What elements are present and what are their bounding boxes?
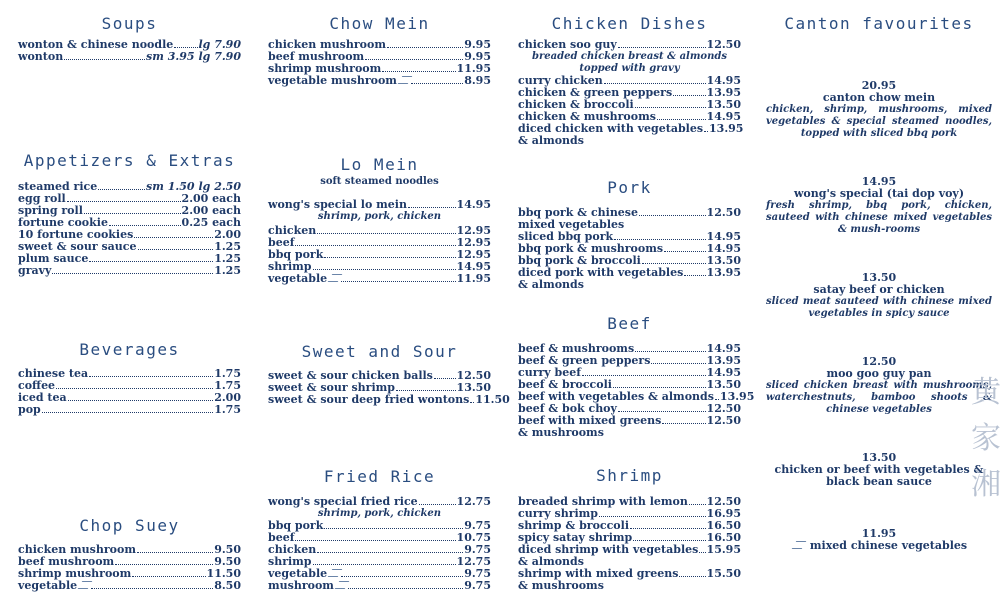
item-price: 9.75 bbox=[464, 519, 491, 532]
item-name: moo goo guy pan bbox=[826, 367, 932, 380]
item-price: 11.95 bbox=[456, 272, 491, 285]
section-title: Appetizers & Extras bbox=[23, 151, 236, 170]
dot-leader bbox=[679, 576, 705, 577]
item-price: 14.95 bbox=[706, 366, 741, 379]
dot-leader bbox=[618, 411, 706, 412]
section-subtitle: soft steamed noodles bbox=[320, 176, 439, 187]
item-name: chinese tea bbox=[18, 367, 89, 380]
item-name: diced shrimp with vegetables bbox=[518, 543, 699, 556]
dot-leader bbox=[84, 213, 181, 214]
item-name: vegetable mushroom bbox=[268, 74, 397, 87]
item-name: bbq pork bbox=[268, 248, 324, 261]
dot-leader bbox=[673, 95, 705, 96]
favourite-item bbox=[766, 452, 992, 488]
item-name: fortune cookie bbox=[18, 216, 108, 229]
item-price: 12.50 bbox=[706, 495, 741, 508]
item-name: 10 fortune cookies bbox=[18, 228, 134, 241]
item-price: 8.95 bbox=[464, 74, 491, 87]
dot-leader bbox=[64, 59, 145, 60]
item-price: 9.75 bbox=[464, 579, 491, 592]
item-price: 13.95 bbox=[719, 390, 755, 403]
item-name: coffee bbox=[18, 379, 56, 392]
dot-leader bbox=[599, 516, 706, 517]
section-shrimp bbox=[518, 466, 741, 592]
item-description: chicken, shrimp, mushrooms, mixed vegetables & special steamed noodles, topped with sliced bbq pork bbox=[766, 104, 992, 139]
item-price: 12.95 bbox=[456, 224, 491, 237]
item-name: vegetable bbox=[18, 579, 78, 592]
item-name: spring roll bbox=[18, 204, 83, 217]
dot-leader bbox=[657, 119, 706, 120]
item-price: 13.50 bbox=[861, 271, 897, 284]
dot-leader bbox=[317, 233, 455, 234]
item-price: 1.25 bbox=[214, 252, 241, 265]
item-price-large: lg 7.90 bbox=[198, 50, 241, 63]
dot-leader bbox=[662, 423, 705, 424]
item-price: 15.95 bbox=[706, 543, 741, 556]
dot-leader bbox=[651, 363, 705, 364]
menu-item bbox=[268, 199, 491, 211]
item-price: 13.95 bbox=[706, 354, 741, 367]
item-name: bbq pork & chinese bbox=[518, 206, 639, 219]
item-name: wong's special fried rice bbox=[268, 495, 418, 508]
dot-leader bbox=[699, 552, 705, 553]
item-name: chicken mushroom bbox=[268, 38, 386, 51]
item-note: shrimp, pork, chicken bbox=[317, 211, 442, 222]
item-price: 13.95 bbox=[706, 86, 741, 99]
dot-leader bbox=[630, 528, 706, 529]
dot-leader bbox=[635, 351, 705, 352]
item-description: sliced chicken breast with mushrooms, waterchestnuts, bamboo shoots & chinese vegetables bbox=[766, 380, 992, 415]
item-name: iced tea bbox=[18, 391, 67, 404]
section-title: Beef bbox=[607, 314, 652, 333]
item-price: 13.50 bbox=[861, 451, 897, 464]
item-price: 2.00 each bbox=[181, 192, 241, 205]
dot-leader bbox=[98, 189, 145, 190]
item-name: wong's special lo mein bbox=[268, 198, 407, 211]
favourite-item bbox=[766, 528, 992, 552]
section-title: Soups bbox=[101, 14, 158, 33]
dot-leader bbox=[618, 47, 706, 48]
item-name: beef mushroom bbox=[268, 50, 365, 63]
item-name: beef with vegetables & almonds bbox=[518, 390, 714, 403]
item-continuation: & mushrooms bbox=[518, 426, 604, 439]
item-price: 16.50 bbox=[706, 519, 741, 532]
favourite-item bbox=[766, 356, 992, 416]
item-name: wong's special (tai dop voy) bbox=[793, 187, 965, 200]
dot-leader bbox=[614, 239, 705, 240]
dot-leader bbox=[635, 107, 706, 108]
item-price: 9.75 bbox=[464, 567, 491, 580]
item-price-small: sm 3.95 bbox=[146, 50, 195, 63]
item-name: gravy bbox=[18, 264, 52, 277]
vegetarian-leaf-icon bbox=[792, 541, 807, 549]
dot-leader bbox=[582, 375, 706, 376]
item-price: 12.75 bbox=[456, 555, 491, 568]
item-name: bbq pork & broccoli bbox=[518, 254, 641, 267]
menu-item bbox=[18, 580, 241, 592]
item-name: diced chicken with vegetables bbox=[518, 122, 704, 135]
item-price: 9.95 bbox=[464, 50, 491, 63]
dot-leader bbox=[382, 71, 455, 72]
item-name: beef & green peppers bbox=[518, 354, 651, 367]
item-name: plum sauce bbox=[18, 252, 89, 265]
item-price: 13.50 bbox=[706, 254, 741, 267]
item-price: 11.95 bbox=[861, 527, 897, 540]
item-name: chicken mushroom bbox=[18, 543, 136, 556]
dot-leader bbox=[419, 504, 456, 505]
item-price: 15.50 bbox=[706, 567, 741, 580]
dot-leader bbox=[715, 399, 719, 400]
dot-leader bbox=[138, 249, 214, 250]
item-name: satay beef or chicken bbox=[813, 283, 945, 296]
item-name: mushroom bbox=[268, 579, 334, 592]
section-pork bbox=[518, 178, 741, 291]
item-price: 1.75 bbox=[214, 379, 241, 392]
item-name: shrimp mushroom bbox=[268, 62, 382, 75]
dot-leader bbox=[396, 390, 456, 391]
dot-leader bbox=[295, 245, 455, 246]
item-name: chicken bbox=[268, 543, 317, 556]
item-price: 1.75 bbox=[214, 403, 241, 416]
item-name: shrimp bbox=[268, 260, 312, 273]
item-price: 13.50 bbox=[456, 381, 491, 394]
item-price-small: sm 1.50 bbox=[146, 180, 195, 193]
dot-leader bbox=[689, 504, 706, 505]
item-price: 12.75 bbox=[456, 495, 491, 508]
favourite-item bbox=[766, 80, 992, 140]
dot-leader bbox=[324, 528, 463, 529]
item-name: curry beef bbox=[518, 366, 581, 379]
chinese-calligraphy-watermark: 黄家湘 bbox=[971, 375, 1001, 502]
item-price: 14.95 bbox=[706, 242, 741, 255]
item-name: beef bbox=[268, 531, 295, 544]
item-price: 9.95 bbox=[464, 38, 491, 51]
dot-leader bbox=[324, 257, 455, 258]
section-title-canton: Canton favourites bbox=[784, 14, 974, 33]
dot-leader bbox=[348, 588, 463, 589]
dot-leader bbox=[387, 47, 463, 48]
item-price: 14.95 bbox=[706, 342, 741, 355]
section-title: Sweet and Sour bbox=[301, 342, 458, 361]
section-title: Fried Rice bbox=[323, 467, 436, 486]
dot-leader bbox=[137, 552, 213, 553]
item-continuation: mixed vegetables bbox=[518, 218, 625, 231]
item-price: 12.50 bbox=[456, 369, 491, 382]
item-price: 12.50 bbox=[706, 414, 741, 427]
column-1 bbox=[18, 0, 241, 612]
item-name: chicken soo guy bbox=[518, 38, 617, 51]
item-name: beef & mushrooms bbox=[518, 342, 635, 355]
item-continuation: & mushrooms bbox=[518, 579, 604, 592]
section-title: Beverages bbox=[79, 340, 180, 359]
dot-leader bbox=[68, 400, 214, 401]
section-lo-mein bbox=[268, 155, 491, 285]
item-price: 2.00 each bbox=[181, 204, 241, 217]
item-name: chicken & green peppers bbox=[518, 86, 673, 99]
dot-leader bbox=[704, 131, 708, 132]
dot-leader bbox=[365, 59, 463, 60]
section-sweet-sour bbox=[268, 342, 510, 406]
item-price: 14.95 bbox=[456, 198, 491, 211]
column-3 bbox=[518, 0, 755, 612]
menu-item bbox=[268, 496, 491, 508]
section-chow-mein bbox=[268, 14, 491, 87]
dot-leader bbox=[684, 275, 705, 276]
dot-leader bbox=[42, 412, 213, 413]
section-appetizers bbox=[18, 151, 241, 277]
menu-item bbox=[268, 580, 491, 592]
menu-item bbox=[518, 39, 741, 51]
dot-leader bbox=[91, 588, 213, 589]
item-price: 13.95 bbox=[709, 122, 744, 135]
item-name: wonton bbox=[18, 50, 64, 63]
item-price: 9.75 bbox=[464, 543, 491, 556]
item-price: 12.95 bbox=[456, 248, 491, 261]
item-price: 8.50 bbox=[214, 579, 241, 592]
item-name: sweet & sour shrimp bbox=[268, 381, 395, 394]
dot-leader bbox=[174, 47, 197, 48]
dot-leader bbox=[317, 552, 463, 553]
item-price: 12.50 bbox=[706, 206, 741, 219]
item-price: 14.95 bbox=[456, 260, 491, 273]
item-note: shrimp, pork, chicken bbox=[317, 508, 442, 519]
item-price: 1.25 bbox=[214, 264, 241, 277]
item-description: fresh shrimp, bbq pork, chicken, sauteed with chinese mixed vegetables & mush-rooms bbox=[766, 200, 992, 235]
favourite-item bbox=[766, 176, 992, 236]
item-name: shrimp with mixed greens bbox=[518, 567, 679, 580]
dot-leader bbox=[639, 215, 706, 216]
item-name: chicken & broccoli bbox=[518, 98, 634, 111]
dot-leader bbox=[67, 201, 181, 202]
dot-leader bbox=[115, 564, 213, 565]
item-price: 11.50 bbox=[475, 393, 510, 406]
dot-leader bbox=[633, 540, 705, 541]
menu-item bbox=[18, 51, 241, 63]
item-name: diced pork with vegetables bbox=[518, 266, 684, 279]
item-name: sweet & sour sauce bbox=[18, 240, 137, 253]
item-name: chicken & mushrooms bbox=[518, 110, 656, 123]
item-name: beef & broccoli bbox=[518, 378, 612, 391]
item-price: 14.95 bbox=[706, 230, 741, 243]
item-note: breaded chicken breast & almonds bbox=[532, 51, 727, 62]
item-name: beef bbox=[268, 236, 295, 249]
menu-item bbox=[18, 392, 241, 404]
item-price: 12.50 bbox=[706, 38, 741, 51]
dot-leader bbox=[408, 207, 456, 208]
item-continuation: & almonds bbox=[518, 278, 584, 291]
item-name: sliced bbq pork bbox=[518, 230, 614, 243]
item-name: vegetable bbox=[268, 272, 328, 285]
section-fried-rice bbox=[268, 467, 491, 592]
item-name: shrimp bbox=[268, 555, 312, 568]
item-price: 9.50 bbox=[214, 555, 241, 568]
dot-leader bbox=[313, 269, 456, 270]
item-note: topped with gravy bbox=[579, 63, 680, 74]
item-price: 1.75 bbox=[214, 367, 241, 380]
item-name: steamed rice bbox=[18, 180, 98, 193]
menu-item bbox=[268, 75, 491, 87]
menu-item bbox=[268, 273, 491, 285]
item-price: 2.00 bbox=[214, 391, 241, 404]
dot-leader bbox=[56, 388, 213, 389]
favourite-item bbox=[766, 272, 992, 320]
item-price: 14.95 bbox=[861, 175, 897, 188]
item-continuation: & almonds bbox=[518, 555, 584, 568]
dot-leader bbox=[52, 273, 213, 274]
dot-leader bbox=[613, 387, 706, 388]
item-price-large: lg 2.50 bbox=[198, 180, 241, 193]
dot-leader bbox=[604, 83, 706, 84]
item-name: beef & bok choy bbox=[518, 402, 617, 415]
item-name: egg roll bbox=[18, 192, 66, 205]
item-price: 0.25 each bbox=[181, 216, 241, 229]
section-title: Chop Suey bbox=[79, 516, 180, 535]
dot-leader bbox=[434, 378, 456, 379]
item-name: breaded shrimp with lemon bbox=[518, 495, 688, 508]
item-price: 11.50 bbox=[206, 567, 241, 580]
item-name: mixed chinese vegetables bbox=[809, 539, 968, 552]
section-title: Lo Mein bbox=[340, 155, 419, 174]
item-name: curry chicken bbox=[518, 74, 603, 87]
item-price: 10.75 bbox=[456, 531, 491, 544]
item-name: beef mushroom bbox=[18, 555, 115, 568]
section-title: Chicken Dishes bbox=[551, 14, 708, 33]
item-price: lg 7.90 bbox=[198, 38, 241, 51]
dot-leader bbox=[664, 251, 705, 252]
item-name: vegetable bbox=[268, 567, 328, 580]
item-price: 1.25 bbox=[214, 240, 241, 253]
item-price: 16.95 bbox=[706, 507, 741, 520]
item-name: curry shrimp bbox=[518, 507, 599, 520]
item-name: bbq pork bbox=[268, 519, 324, 532]
item-name: chicken or beef with vegetables & black bean sauce bbox=[774, 463, 984, 488]
menu-item bbox=[268, 393, 510, 406]
column-2 bbox=[268, 0, 510, 612]
item-price: 12.50 bbox=[861, 355, 897, 368]
section-beverages bbox=[18, 340, 241, 416]
section-chicken bbox=[518, 14, 744, 147]
menu-item bbox=[18, 253, 241, 265]
item-name: canton chow mein bbox=[822, 91, 936, 104]
item-price: 14.95 bbox=[706, 110, 741, 123]
item-price: 13.50 bbox=[706, 378, 741, 391]
item-name: beef with mixed greens bbox=[518, 414, 662, 427]
section-soups bbox=[18, 14, 241, 63]
item-name: wonton & chinese noodle bbox=[18, 38, 174, 51]
item-price: 13.95 bbox=[706, 266, 741, 279]
dot-leader bbox=[89, 376, 213, 377]
dot-leader bbox=[470, 402, 474, 403]
dot-leader bbox=[642, 263, 706, 264]
item-price: 12.95 bbox=[456, 236, 491, 249]
dot-leader bbox=[295, 540, 455, 541]
item-name: pop bbox=[18, 403, 41, 416]
dot-leader bbox=[132, 576, 205, 577]
dot-leader bbox=[341, 576, 463, 577]
item-description: sliced meat sauteed with chinese mixed vegetables in spicy sauce bbox=[766, 296, 992, 319]
item-price: 2.00 bbox=[214, 228, 241, 241]
item-price: 20.95 bbox=[861, 79, 897, 92]
item-price: 13.50 bbox=[706, 98, 741, 111]
section-title: Shrimp bbox=[596, 466, 663, 485]
section-beef bbox=[518, 314, 755, 439]
item-price: 12.50 bbox=[706, 402, 741, 415]
menu-item bbox=[18, 404, 241, 416]
item-price: 14.95 bbox=[706, 74, 741, 87]
dot-leader bbox=[341, 281, 455, 282]
item-name: spicy satay shrimp bbox=[518, 531, 633, 544]
item-name-row bbox=[766, 540, 992, 552]
section-title: Chow Mein bbox=[329, 14, 430, 33]
section-chop-suey bbox=[18, 516, 241, 592]
item-name: sweet & sour deep fried wontons bbox=[268, 393, 470, 406]
item-name: shrimp mushroom bbox=[18, 567, 132, 580]
item-name: chicken bbox=[268, 224, 317, 237]
dot-leader bbox=[109, 225, 181, 226]
item-price: 9.50 bbox=[214, 543, 241, 556]
item-name: sweet & sour chicken balls bbox=[268, 369, 433, 382]
dot-leader bbox=[134, 237, 213, 238]
dot-leader bbox=[411, 83, 463, 84]
item-name: bbq pork & mushrooms bbox=[518, 242, 664, 255]
item-price: 16.50 bbox=[706, 531, 741, 544]
menu-item bbox=[18, 265, 241, 277]
dot-leader bbox=[89, 261, 213, 262]
item-continuation: & almonds bbox=[518, 134, 584, 147]
section-title: Pork bbox=[607, 178, 652, 197]
item-name: shrimp & broccoli bbox=[518, 519, 629, 532]
item-price: 11.95 bbox=[456, 62, 491, 75]
dot-leader bbox=[313, 564, 456, 565]
